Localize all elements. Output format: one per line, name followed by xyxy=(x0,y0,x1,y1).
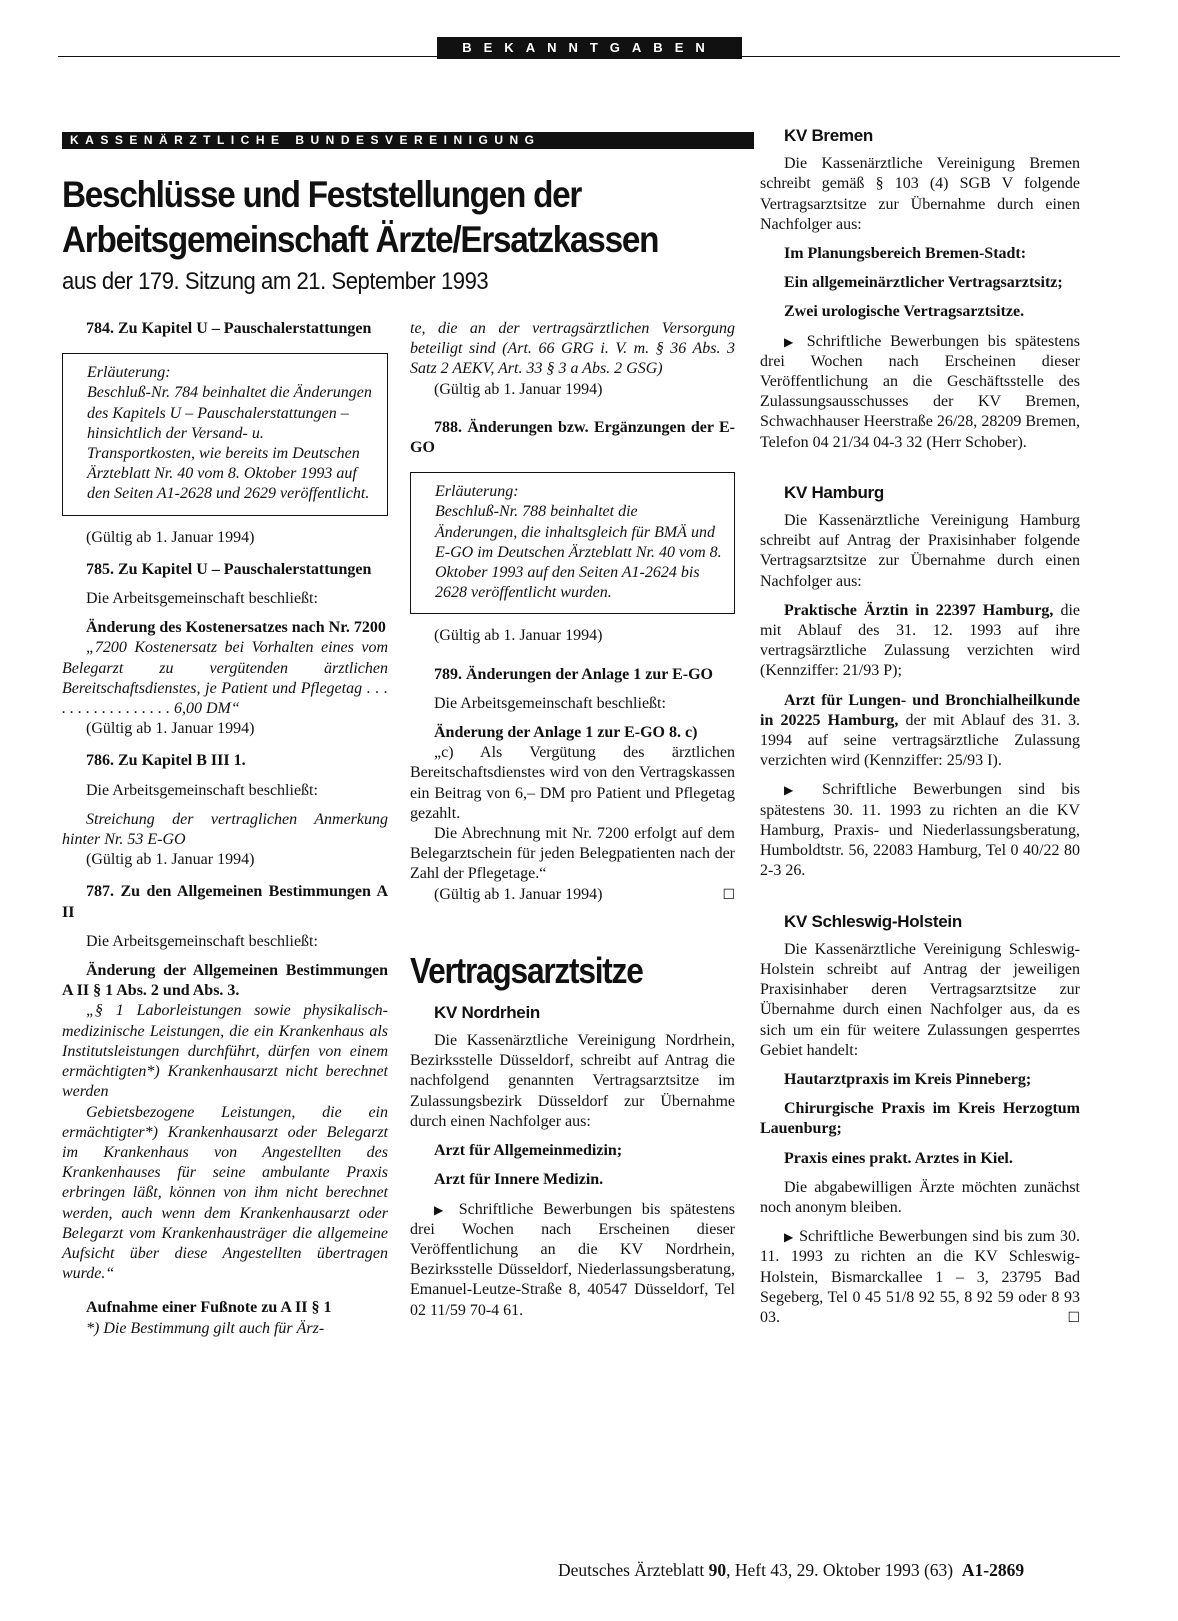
hamburg-item-2: Arzt für Lungen- und Bronchialheilkunde in 20225 Hamburg, der mit Ablauf des 31. 3. 1994 auf seine vertragsärztliche Zulassung verzichten wird (Kennziffer: 25/93 I). xyxy=(760,691,1081,770)
nordrhein-item-2: Arzt für Innere Medizin. xyxy=(434,1171,604,1189)
headline xyxy=(62,172,692,262)
sh-intro: Die Kassenärztliche Vereinigung Schleswig-Holstein schreibt auf Antrag der jeweiligen Praxisinhaber deren Vertragsarztsitze zur Übernahme durch einen Nachfolger aus, da es sich um ein für weitere Zulassungen gesperrtes Gebiet handelt: xyxy=(760,940,1080,1059)
change-title-787: Änderung der Allgemeinen Bestimmungen A II § 1 Abs. 2 und Abs. 3. xyxy=(62,962,388,1000)
explanation-box-784 xyxy=(62,353,388,515)
text-789-part-2: Die Abrechnung mit Nr. 7200 erfolgt auf dem Belegarztschein für jeden Belegpatienten nach der Zahl der Pflegetage.“ xyxy=(410,825,735,883)
headline-line-2: Arbeitsgemeinschaft Ärzte/Ersatzkassen xyxy=(62,219,659,260)
footnote-heading: Aufnahme einer Fußnote zu A II § 1 xyxy=(86,1299,332,1317)
box-label: Erläuterung: xyxy=(87,364,171,382)
column-3 xyxy=(760,126,1080,1328)
resolution-intro: Die Arbeitsgemeinschaft beschließt: xyxy=(86,932,318,950)
arrow-bullet-icon: ▶ xyxy=(434,1202,449,1217)
valid-note: (Gültig ab 1. Januar 1994) xyxy=(434,627,603,645)
change-title-789: Änderung der Anlage 1 zur E-GO 8. c) xyxy=(434,724,698,742)
valid-note: (Gültig ab 1. Januar 1994) xyxy=(434,885,603,903)
arrow-bullet-icon: ▶ xyxy=(784,1230,795,1245)
heading-787: 787. Zu den Allgemeinen Bestimmungen A II xyxy=(62,883,388,921)
hamburg-intro: Die Kassenärztliche Vereinigung Hamburg schreibt auf Antrag der Praxisinhaber folgende Vertragsarztsitze zur Übernahme durch einen Nachfolger aus: xyxy=(760,512,1080,590)
bremen-area: Im Planungsbereich Bremen-Stadt: xyxy=(784,245,1027,263)
arrow-bullet-icon: ▶ xyxy=(784,783,806,798)
box-text: Beschluß-Nr. 788 beinhaltet die Änderungen, die inhaltsgleich für BMÄ und E-GO im Deutschen Ärzteblatt Nr. 40 vom 8. Oktober 1993 auf den Seiten A1-2624 bis 2628 veröffentlicht wurden. xyxy=(435,503,722,602)
kv-schleswig-holstein-heading: KV Schleswig-Holstein xyxy=(784,911,962,931)
change-title-785: Änderung des Kostenersatzes nach Nr. 7200 xyxy=(86,619,386,637)
valid-note: (Gültig ab 1. Januar 1994) xyxy=(86,720,255,738)
bremen-item-1: Ein allgemeinärztlicher Vertragsarztsitz; xyxy=(784,274,1063,292)
text-789-part-1: „c) Als Vergütung des ärztlichen Bereitschaftsdienstes wird von den Vertragskassen ein Beitrag von 6,– DM pro Patient und Pflegetag gezahlt. xyxy=(410,744,735,822)
arrow-bullet-icon: ▶ xyxy=(784,334,798,349)
valid-note: (Gültig ab 1. Januar 1994) xyxy=(86,851,255,869)
kv-hamburg-heading: KV Hamburg xyxy=(784,482,884,502)
footnote-continuation: te, die an der vertragsärztlichen Versorgung beteiligt sind (Art. 66 GRG i. V. m. § 36 Abs. 3 Satz 2 AEKV, Art. 33 § 3 a Abs. 2 GSG) xyxy=(410,320,735,378)
kv-nordrhein-heading: KV Nordrhein xyxy=(434,1002,540,1022)
nordrhein-item-1: Arzt für Allgemeinmedizin; xyxy=(434,1142,623,1160)
quote-787-part-2: Gebietsbezogene Leistungen, die ein ermächtigter*) Krankenhausarzt oder Belegarzt im Krankenhaus von Angestellten des Krankenhauses für seine ambulante Praxis erbringen läßt, können von ihm nicht berechnet werden, auch wenn dem Krankenhausarzt oder Belegarzt vom Krankenhausträger die allgemeine Aufsicht über diese Angestellten übertragen wurde.“ xyxy=(62,1103,388,1283)
subheadline: aus der 179. Sitzung am 21. September 1993 xyxy=(62,268,489,295)
bremen-intro: Die Kassenärztliche Vereinigung Bremen schreibt gemäß § 103 (4) SGB V folgende Vertragsarztsitze zur Übernahme durch einen Nachfolger aus: xyxy=(760,155,1080,233)
box-text: Beschluß-Nr. 784 beinhaltet die Änderungen des Kapitels U – Pauschalerstattungen – hinsichtlich der Versand- u. Transportkosten, wie bereits im Deutschen Ärzteblatt Nr. 40 vom 8. Oktober 1993 auf den Seiten A1-2628 und 2629 veröffentlicht. xyxy=(87,384,372,503)
explanation-box-788 xyxy=(410,472,735,614)
journal-name: Deutsches Ärzteblatt xyxy=(558,1560,705,1580)
heading-786: 786. Zu Kapitel B III 1. xyxy=(86,752,246,770)
bremen-item-2: Zwei urologische Vertragsarztsitze. xyxy=(784,303,1025,321)
quote-785: „7200 Kostenersatz bei Vorhalten eines vom Belegarzt zu vergütenden ärztlichen Bereitschaftsdienstes, je Patient und Pflegetag . . . . . . . . . . . . . . . . . 6,00 DM“ xyxy=(62,639,388,718)
bremen-application: ▶ Schriftliche Bewerbungen bis spätestens drei Wochen nach Erscheinen dieser Veröffentlichung an die Geschäftsstelle des Zulassungsausschusses der KV Bremen, Schwachhauser Heerstraße 26/28, 28209 Bremen, Telefon 04 21/34 04-3 32 (Herr Schober). xyxy=(760,332,1081,451)
nordrhein-application: ▶ Schriftliche Bewerbungen bis spätestens drei Wochen nach Erscheinen dieser Veröffentlichung an die KV Nordrhein, Bezirksstelle Düsseldorf, Niederlassungsberatung, Emanuel-Leutze-Straße 8, 40547 Düsseldorf, Tel 02 11/59 70-4 61. xyxy=(410,1200,736,1319)
hamburg-application: ▶ Schriftliche Bewerbungen sind bis spätestens 30. 11. 1993 zu richten an die KV Hamburg, Praxis- und Niederlassungsberatung, Humboldtstr. 56, 22083 Hamburg, Tel 0 40/22 80 2-3 26. xyxy=(760,781,1081,880)
quote-787-part-1: „§ 1 Laborleistungen sowie physikalisch-medizinische Leistungen, die ein Krankenhaus als Institutsleistungen durchführt, dürfen von einem ermächtigten*) Krankenhausarzt nicht berechnet werden xyxy=(62,1002,388,1101)
heading-784: 784. Zu Kapitel U – Pauschalerstattungen xyxy=(86,320,372,337)
sh-item-3: Praxis eines prakt. Arztes in Kiel. xyxy=(784,1149,1013,1167)
resolution-intro: Die Arbeitsgemeinschaft beschließt: xyxy=(86,781,318,799)
section-title-vertragsarztsitze: Vertragsarztsitze xyxy=(410,949,643,991)
end-square-icon: ☐ xyxy=(722,886,735,903)
heading-785: 785. Zu Kapitel U – Pauschalerstattungen xyxy=(86,560,372,578)
box-label: Erläuterung: xyxy=(435,483,519,501)
footnote-text: *) Die Bestimmung gilt auch für Ärz- xyxy=(86,1319,325,1337)
end-square-icon: ☐ xyxy=(1067,1309,1080,1326)
valid-note: (Gültig ab 1. Januar 1994) xyxy=(434,380,603,398)
organization-band: KASSENÄRZTLICHE BUNDESVEREINIGUNG xyxy=(62,132,754,149)
issue-info: , Heft 43, 29. Oktober 1993 (63) xyxy=(726,1560,954,1580)
text-786: Streichung der vertraglichen Anmerkung hinter Nr. 53 E-GO xyxy=(62,810,388,849)
resolution-intro: Die Arbeitsgemeinschaft beschließt: xyxy=(86,590,318,608)
sh-note: Die abgabewilligen Ärzte möchten zunächst noch anonym bleiben. xyxy=(760,1178,1080,1216)
sh-item-2: Chirurgische Praxis im Kreis Herzogtum Lauenburg; xyxy=(760,1100,1080,1138)
page-footer xyxy=(558,1560,1108,1581)
sh-application: ▶ Schriftliche Bewerbungen sind bis zum 30. 11. 1993 zu richten an die KV Schleswig-Holstein, Bismarckallee 1 – 3, 23795 Bad Segeberg, Tel 0 45 51/8 92 55, 8 92 59 oder 8 93 03. ☐ xyxy=(760,1227,1080,1328)
nordrhein-intro: Die Kassenärztliche Vereinigung Nordrhein, Bezirksstelle Düsseldorf, schreibt auf Antrag die nachfolgend genannten Vertragsarztsitze im Zulassungsbezirk Düsseldorf zur Übernahme durch einen Nachfolger aus: xyxy=(410,1032,735,1130)
section-kicker: BEKANNTGABEN xyxy=(437,37,742,59)
valid-note: (Gültig ab 1. Januar 1994) xyxy=(86,528,255,546)
sh-item-1: Hautarztpraxis im Kreis Pinneberg; xyxy=(784,1070,1032,1088)
hamburg-item-1: Praktische Ärztin in 22397 Hamburg, die mit Ablauf des 31. 12. 1993 auf ihre vertragsärztliche Zulassung verzichten wird (Kennziffer: 21/93 P); xyxy=(760,601,1080,680)
resolution-intro: Die Arbeitsgemeinschaft beschließt: xyxy=(434,694,666,712)
kv-bremen-heading: KV Bremen xyxy=(784,126,873,145)
page-number: A1-2869 xyxy=(961,1560,1025,1580)
heading-789: 789. Änderungen der Anlage 1 zur E-GO xyxy=(434,665,713,683)
volume-number: 90 xyxy=(708,1560,727,1580)
heading-788: 788. Änderungen bzw. Ergänzungen der E-GO xyxy=(410,418,735,457)
valid-note-end xyxy=(410,885,735,905)
column-2 xyxy=(410,319,735,1321)
headline-line-1: Beschlüsse und Feststellungen der xyxy=(62,174,582,215)
column-1 xyxy=(62,319,388,1339)
